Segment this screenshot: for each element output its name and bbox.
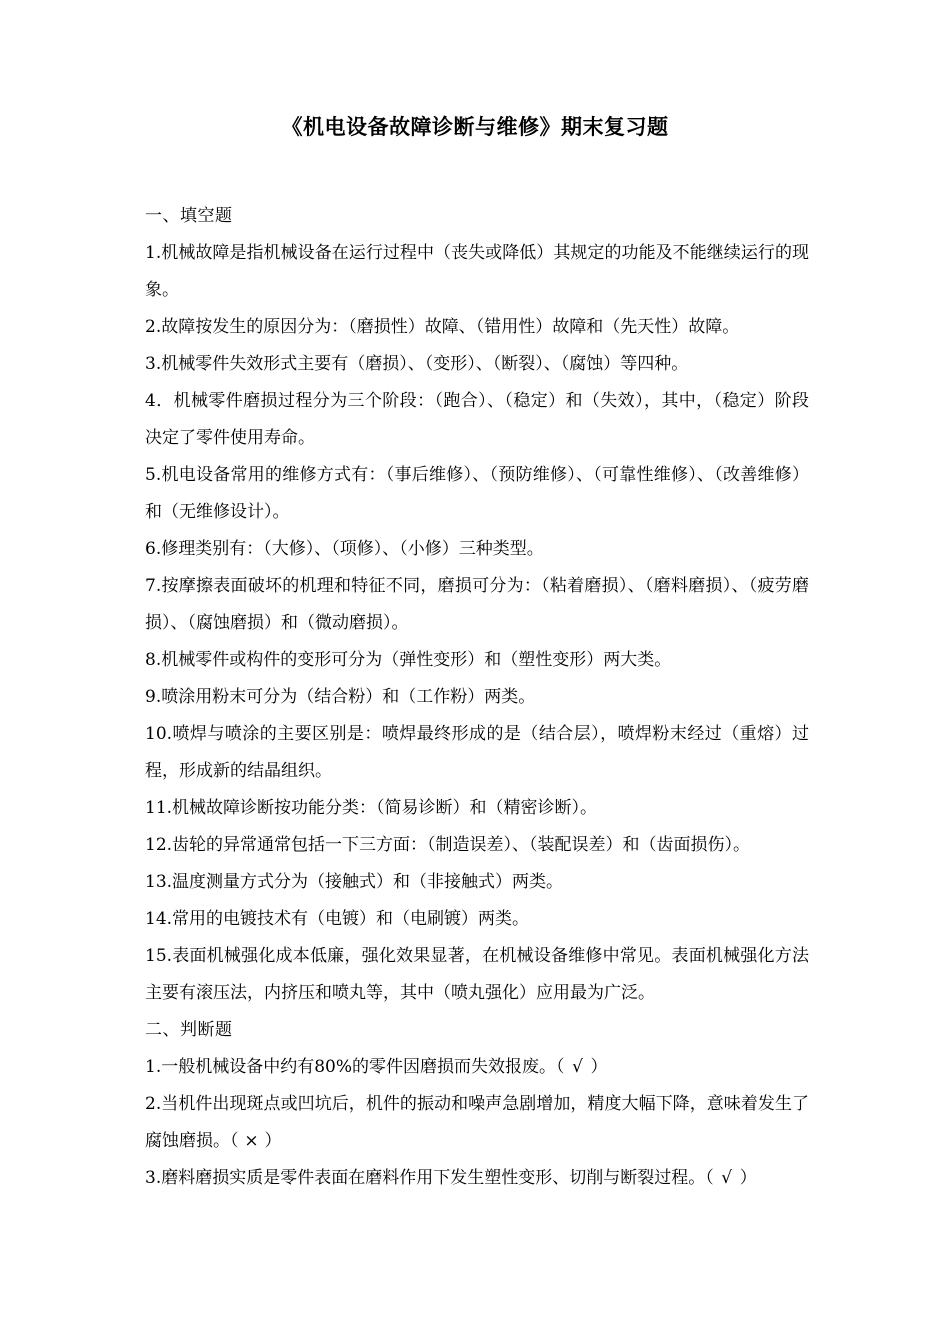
closing-paren: ） — [264, 1131, 282, 1151]
closing-paren: ） — [739, 1168, 757, 1188]
fill-in-question-8: 8.机械零件或构件的变形可分为（弹性变形）和（塑性变形）两大类。 — [145, 650, 672, 670]
fill-in-question-13: 13.温度测量方式分为（接触式）和（非接触式）两类。 — [145, 872, 564, 892]
fill-in-question-3: 3.机械零件失效形式主要有（磨损）、（变形）、（断裂）、（腐蚀）等四种。 — [145, 354, 689, 374]
fill-in-question-5: 5.机电设备常用的维修方式有：（事后维修）、（预防维修）、（可靠性维修）、（改善维修）和（无维修设计）。 — [145, 465, 809, 522]
document-body — [145, 198, 809, 1197]
answer-mark: √ — [721, 1168, 733, 1188]
section-heading-fill-in: 一、填空题 — [145, 206, 233, 226]
fill-in-question-12: 12.齿轮的异常通常包括一下三方面：（制造误差）、（装配误差）和（齿面损伤）。 — [145, 835, 751, 855]
fill-in-question-14: 14.常用的电镀技术有（电镀）和（电刷镀）两类。 — [145, 909, 530, 929]
answer-mark: √ — [572, 1057, 583, 1077]
question-text: 1.一般机械设备中约有80%的零件因磨损而失效报废。（ — [145, 1057, 565, 1077]
fill-in-question-1: 1.机械故障是指机械设备在运行过程中（丧失或降低）其规定的功能及不能继续运行的现象。 — [145, 243, 809, 300]
fill-in-question-10: 10.喷焊与喷涂的主要区别是：喷焊最终形成的是（结合层），喷焊粉末经过（重熔）过程，形成新的结晶组织。 — [145, 724, 809, 781]
true-false-question-2 — [145, 1086, 809, 1160]
fill-in-question-9: 9.喷涂用粉末可分为（结合粉）和（工作粉）两类。 — [145, 687, 536, 707]
document-title: 《机电设备故障诊断与维修》期末复习题 — [281, 115, 669, 139]
section-heading-true-false: 二、判断题 — [145, 1020, 233, 1040]
fill-in-question-2: 2.故障按发生的原因分为：（磨损性）故障、（错用性）故障和（先天性）故障。 — [145, 317, 740, 337]
fill-in-question-7: 7.按摩擦表面破坏的机理和特征不同，磨损可分为：（粘着磨损）、（磨料磨损）、（疲劳磨损）、（腐蚀磨损）和（微动磨损）。 — [145, 576, 809, 633]
fill-in-question-11: 11.机械故障诊断按功能分类：（简易诊断）和（精密诊断）。 — [145, 798, 598, 818]
question-text: 2.当机件出现斑点或凹坑后，机件的振动和噪声急剧增加，精度大幅下降，意味着发生了腐蚀磨损。（ — [145, 1094, 809, 1151]
true-false-question-3 — [145, 1160, 809, 1197]
fill-in-question-4: 4．机械零件磨损过程分为三个阶段：（跑合）、（稳定）和（失效），其中，（稳定）阶段决定了零件使用寿命。 — [145, 391, 809, 448]
answer-mark: × — [244, 1131, 259, 1151]
fill-in-question-6: 6.修理类别有：（大修）、（项修）、（小修）三种类型。 — [145, 539, 544, 559]
fill-in-question-15: 15.表面机械强化成本低廉，强化效果显著，在机械设备维修中常见。表面机械强化方法主要有滚压法，内挤压和喷丸等，其中（喷丸强化）应用最为广泛。 — [145, 946, 809, 1003]
true-false-question-1 — [145, 1049, 809, 1086]
question-text: 3.磨料磨损实质是零件表面在磨料作用下发生塑性变形、切削与断裂过程。（ — [145, 1168, 714, 1188]
closing-paren: ） — [590, 1057, 608, 1077]
